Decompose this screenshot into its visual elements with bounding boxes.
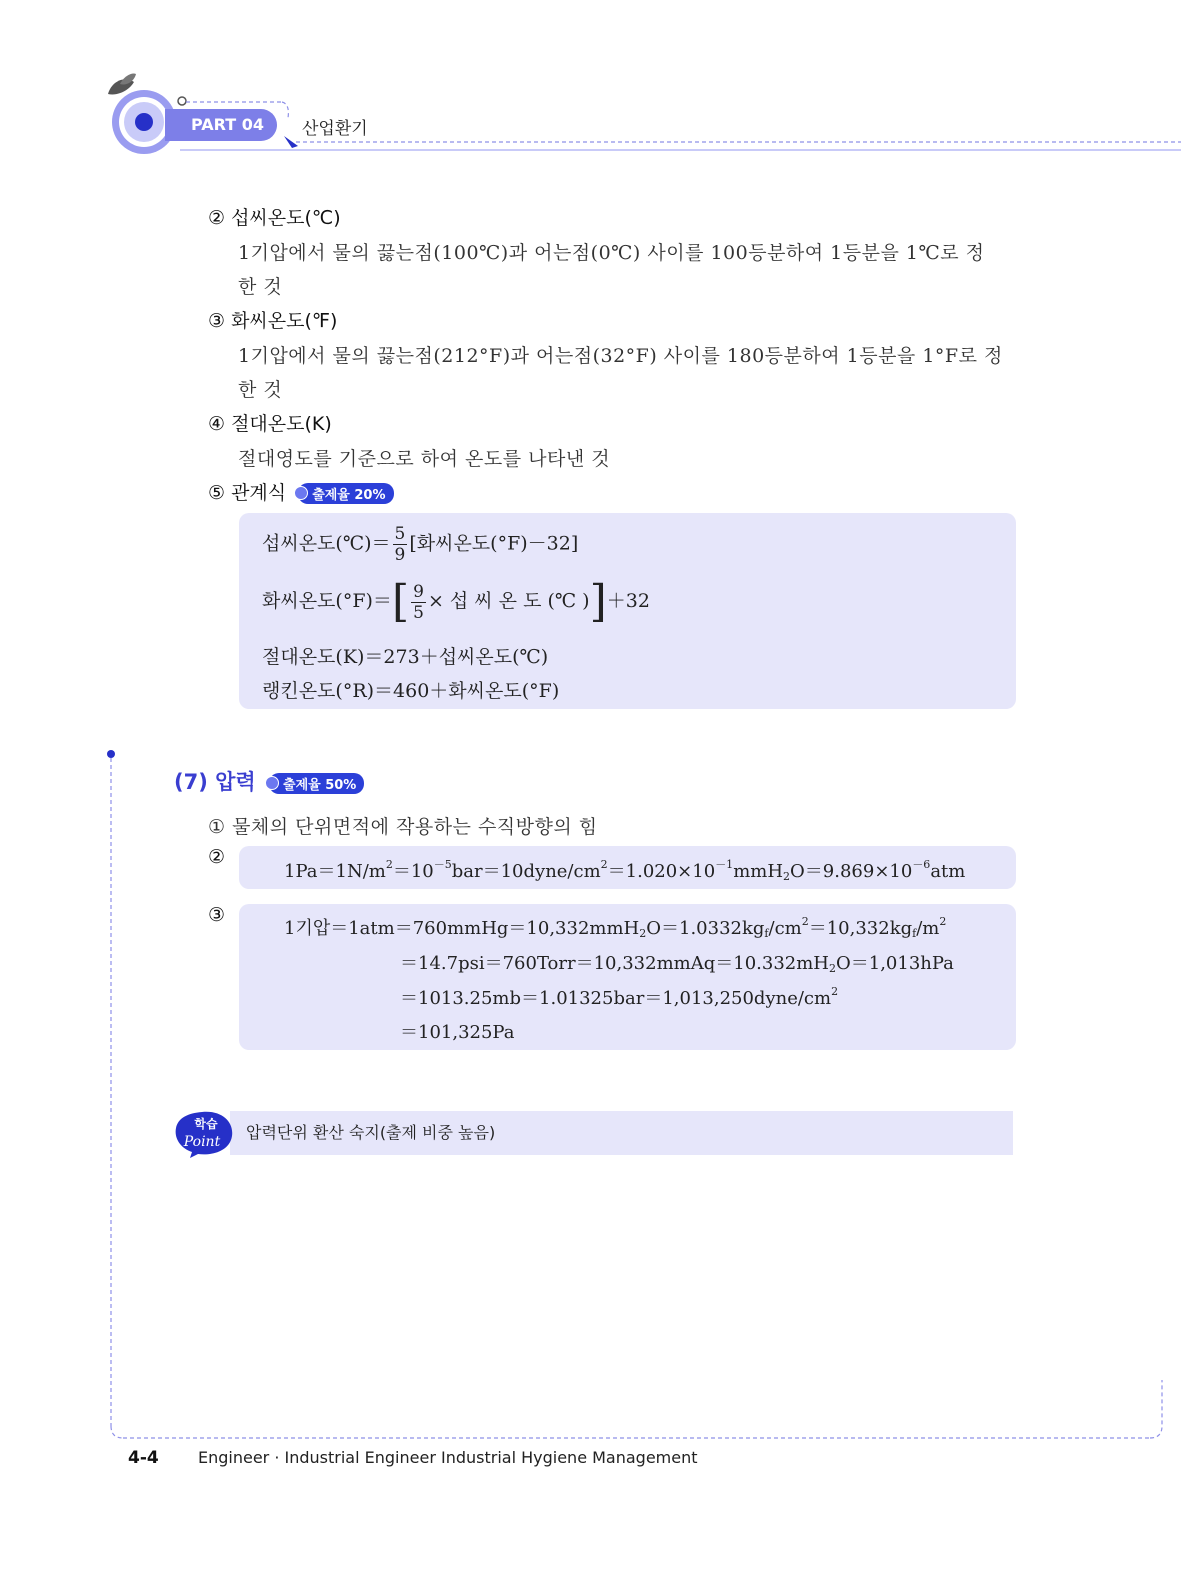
pf2-l1-sub1: 2 <box>639 927 647 940</box>
item-fahrenheit-desc-line2: 한 것 <box>238 379 283 401</box>
pf1-e: mmH <box>733 861 784 882</box>
pf1-c-sup: 2 <box>600 858 608 871</box>
pf2-l1-sup1: 2 <box>801 915 809 928</box>
pf2-l1-d: ＝10,332kg <box>808 918 913 939</box>
pf2-l1-b: O＝1.0332kg <box>646 918 765 939</box>
formula-fahrenheit-left: 화씨온도(°F)＝ <box>262 590 392 612</box>
fraction-denominator: 5 <box>413 602 424 623</box>
learning-point-icon-bottom: Point <box>183 1134 221 1150</box>
section-pressure-label: (7) 압력 <box>174 770 256 794</box>
pf2-l1-sup2: 2 <box>939 915 947 928</box>
formula-fahrenheit-right: ＋32 <box>606 590 650 612</box>
item-fahrenheit-desc-line1: 1기압에서 물의 끓는점(212°F)과 어는점(32°F) 사이를 180등분하여 1등분을 1°F로 정 <box>238 345 1003 367</box>
fraction-denominator: 9 <box>394 545 406 565</box>
pressure-formula-atm-line3 <box>400 984 838 1010</box>
section-pressure-title <box>174 766 364 796</box>
part-label: PART 04 <box>165 109 277 141</box>
exam-rate-badge: 출제율 20% <box>298 483 393 504</box>
pf1-b: ＝10 <box>392 861 434 882</box>
item-fahrenheit-head: ③ 화씨온도(℉) <box>208 310 338 332</box>
pressure-formula-atm-line2 <box>400 949 954 975</box>
pressure-formula-atm-line1 <box>284 914 946 940</box>
chapter-title: 산업환기 <box>302 119 368 139</box>
item-celsius-desc-line1: 1기압에서 물의 끓는점(100℃)과 어는점(0℃) 사이를 100등분하여 1등분을 1℃로 정 <box>238 242 985 264</box>
pf1-a-sup: 2 <box>385 858 393 871</box>
learning-point-box <box>230 1111 1013 1155</box>
pf2-l1-a: 1기압＝1atm＝760mmHg＝10,332mmH <box>284 918 640 939</box>
pf2-l3-a: ＝1013.25mb＝1.01325bar＝1,013,250dyne/cm <box>400 988 832 1009</box>
formula-rankine: 랭킨온도(°R)＝460＋화씨온도(°F) <box>262 680 560 702</box>
bracket-close: ] <box>589 576 607 627</box>
item-kelvin-desc: 절대영도를 기준으로 하여 온도를 나타낸 것 <box>238 448 611 470</box>
pf1-a: 1Pa＝1N/m <box>284 861 386 882</box>
pf1-e-sub: 2 <box>783 870 791 883</box>
pf2-l2-a: ＝14.7psi＝760Torr＝10,332mmAq＝10.332mH <box>400 953 829 974</box>
pf1-c: bar＝10dyne/cm <box>451 861 601 882</box>
pf1-b-sup: －5 <box>433 858 452 871</box>
book-title: Engineer · Industrial Engineer Industrial Hygiene Management <box>198 1448 698 1467</box>
formula-celsius-left: 섭씨온도(℃)＝ <box>262 532 391 555</box>
pf1-d-sup: －1 <box>715 858 734 871</box>
pressure-item-2-marker: ② <box>208 846 226 868</box>
pf2-l3-sup: 2 <box>831 985 839 998</box>
pressure-formula-pa <box>284 856 965 883</box>
item-celsius-desc-line2: 한 것 <box>238 276 283 298</box>
item-kelvin-head: ④ 절대온도(K) <box>208 413 332 435</box>
pressure-item-3-marker: ③ <box>208 904 226 926</box>
pf2-l1-e: /m <box>916 918 940 939</box>
pf2-l1-sub2: f <box>764 927 769 940</box>
pf2-l2-b: O＝1,013hPa <box>836 953 954 974</box>
learning-point-text: 압력단위 환산 숙지(출제 비중 높음) <box>246 1123 496 1142</box>
pf2-l1-c: /cm <box>768 918 802 939</box>
learning-point-icon-top: 학습 <box>194 1117 218 1131</box>
item-relation-label: ⑤ 관계식 <box>208 482 287 504</box>
pressure-definition: ① 물체의 단위면적에 작용하는 수직방향의 힘 <box>208 816 598 838</box>
pf2-l1-sub3: f <box>912 927 917 940</box>
pf2-l2-sub: 2 <box>829 962 836 975</box>
item-celsius-head: ② 섭씨온도(℃) <box>208 207 341 229</box>
fraction-numerator: 9 <box>413 581 424 602</box>
pressure-formula-atm-line4: ＝101,325Pa <box>400 1022 515 1043</box>
page-number: 4-4 <box>128 1448 159 1468</box>
formula-fahrenheit-mid: × 섭 씨 온 도 (℃ ) <box>427 590 590 612</box>
pf1-f: O＝9.869×10 <box>790 861 913 882</box>
formula-kelvin: 절대온도(K)＝273＋섭씨온도(℃) <box>262 646 549 668</box>
exam-rate-badge: 출제율 50% <box>269 773 364 794</box>
formula-celsius-right: [화씨온도(°F)－32] <box>409 532 579 555</box>
bracket-open: [ <box>391 576 410 627</box>
pf1-f-sup: －6 <box>912 858 931 871</box>
learning-point-icon <box>172 1108 236 1158</box>
pf1-g: atm <box>930 861 966 882</box>
pf1-d: ＝1.020×10 <box>607 861 716 882</box>
fraction-numerator: 5 <box>394 524 406 544</box>
